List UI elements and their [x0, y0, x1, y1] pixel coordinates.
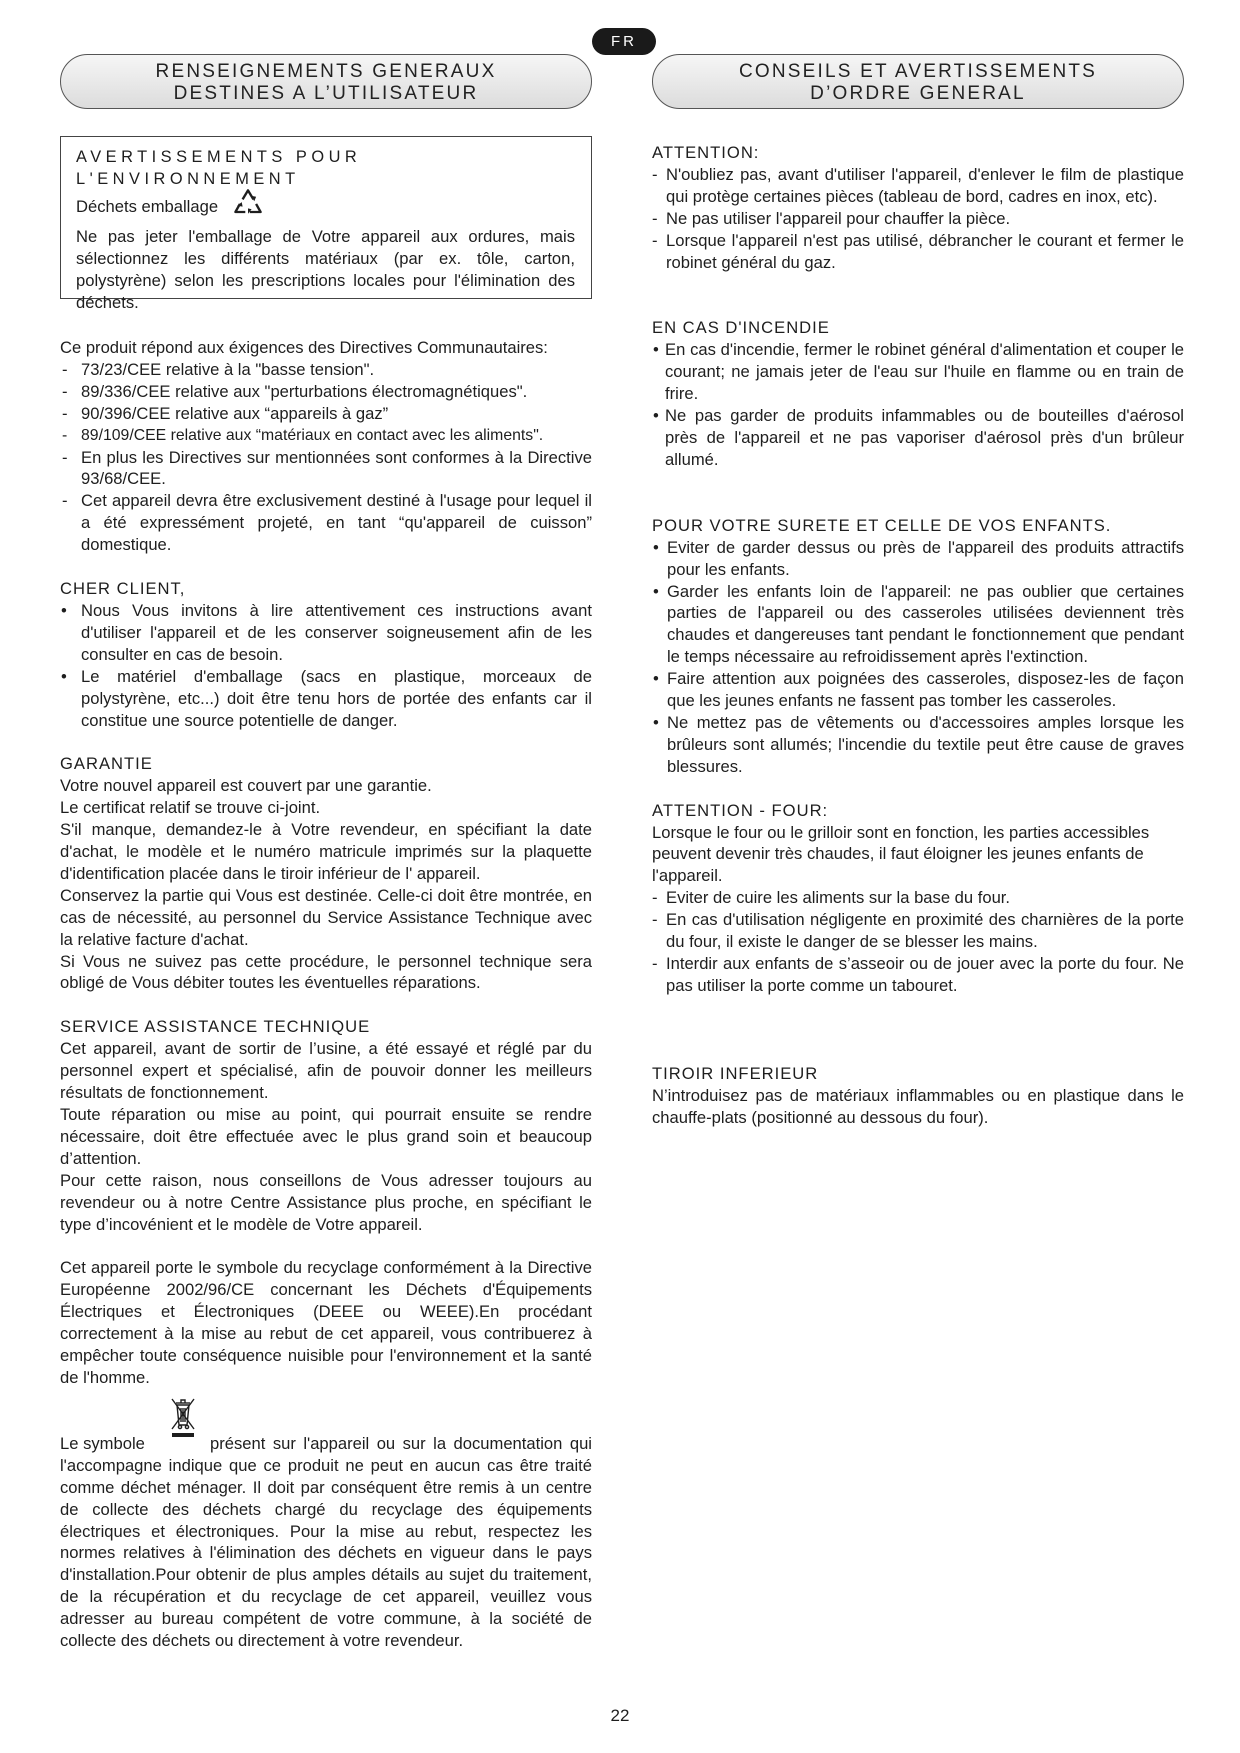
list-item: - 73/23/CEE relative à la "basse tension". [60, 359, 592, 381]
oven-intro: Lorsque le four ou le grilloir sont en fonction, les parties accessibles peuvent devenir très chaudes, il faut éloigner les jeunes enfants de l'appareil. [652, 822, 1150, 886]
list-item: • Garder les enfants loin de l'appareil: ne pas oublier que certaines parties de l'appareil ou des casseroles utilisées deviennent très chaudes et dangereuses tant pendant le fonctionnement que pendant le temps nécessaire au refroidissement après l'extinction. [652, 581, 1184, 669]
crossed-bin-icon [168, 1395, 198, 1439]
list-item: - En plus les Directives sur mentionnées sont conformes à la Directive 93/68/CEE. [60, 447, 592, 491]
directives-list [60, 359, 592, 556]
list-item: - Lorsque l'appareil n'est pas utilisé, débrancher le courant et fermer le robinet général du gaz. [652, 230, 1184, 274]
oven-list [652, 887, 1184, 997]
warranty-title: GARANTIE [60, 754, 153, 774]
language-badge: FR [592, 28, 656, 55]
environment-text: Ne pas jeter l'emballage de Votre appareil aux ordures, mais sélectionnez les différents matériaux (par ex. tôle, carton, polystyrène) selon les prescriptions locales pour l'élimination des déchets. [76, 227, 575, 312]
list-item: • En cas d'incendie, fermer le robinet général d'alimentation et couper le courant; ne jamais jeter de l'eau sur l'huile en flamme ou en train de frire. [652, 339, 1184, 405]
list-item: - Cet appareil devra être exclusivement destiné à l'usage pour lequel il a été expressément projeté, en tant “qu'appareil de cuisson” domestique. [60, 490, 592, 556]
header-line: D’ORDRE GENERAL [810, 83, 1026, 104]
left-column [60, 136, 592, 1652]
warranty-line: S'il manque, demandez-le à Votre revendeur, en spécifiant la date d'achat, le modèle et le numéro matricule imprimés sur la plaquette d'identification placée dans le tiroir inférieur de l' appareil. [60, 820, 592, 883]
attention-list [652, 164, 1184, 274]
service-title: SERVICE ASSISTANCE TECHNIQUE [60, 1017, 371, 1037]
warranty-line: Conservez la partie qui Vous est destinée. Celle-ci doit être montrée, en cas de nécessité, au personnel du Service Assistance Technique avec la relative facture d'achat. [60, 885, 592, 949]
symbol-label: Le symbole [60, 1433, 145, 1453]
list-item: • Eviter de garder dessus ou près de l'appareil des produits attractifs pour les enfants. [652, 537, 1184, 581]
warranty-line: Le certificat relatif se trouve ci-joint. [60, 798, 321, 818]
recycle-icon [230, 186, 266, 220]
list-item: - Ne pas utiliser l'appareil pour chauffer la pièce. [652, 208, 1184, 230]
warranty-line: Si Vous ne suivez pas cette procédure, le personnel technique sera obligé de Vous débiter toutes les éventuelles réparations. [60, 951, 592, 993]
attention-title: ATTENTION: [652, 143, 760, 162]
section-header-general-advice [652, 54, 1184, 109]
client-list [60, 600, 592, 731]
right-column [652, 142, 1184, 1129]
fire-title: EN CAS D'INCENDIE [652, 318, 830, 338]
child-safety-title: POUR VOTRE SURETE ET CELLE DE VOS ENFANTS. [652, 515, 1112, 535]
page-number: 22 [610, 1706, 630, 1725]
list-item: - 89/336/CEE relative aux "perturbations électromagnétiques". [60, 381, 592, 403]
fire-list [652, 339, 1184, 470]
packaging-waste-row [76, 194, 575, 220]
client-title: CHER CLIENT, [60, 579, 186, 599]
warranty-line: Votre nouvel appareil est couvert par une garantie. [60, 776, 432, 796]
list-item: - 89/109/CEE relative aux “matériaux en contact avec les aliments". [60, 425, 592, 447]
oven-title: ATTENTION - FOUR: [652, 800, 829, 820]
list-item: - N'oubliez pas, avant d'utiliser l'appareil, d'enlever le film de plastique qui protège certaines pièces (tableau de bord, cadres en inox, etc). [652, 164, 1184, 208]
environment-warning-box [60, 136, 592, 312]
service-paragraph: Pour cette raison, nous conseillons de Vous adresser toujours au revendeur ou à notre Centre Assistance plus proche, en spécifiant le type d’incovénient et le modèle de Votre appareil. [60, 1170, 592, 1234]
service-paragraph: Toute réparation ou mise au point, qui pourrait ensuite se rendre nécessaire, doit être effectuée avec le plus grand soin et beaucoup d’attention. [60, 1105, 592, 1168]
bottom-drawer-title: TIROIR INFERIEUR [652, 1063, 819, 1083]
list-item: • Le matériel d'emballage (sacs en plastique, morceaux de polystyrène, etc...) doit être tenu hors de portée des enfants car il constitue une source potentielle de danger. [60, 666, 592, 732]
service-paragraph: Cet appareil, avant de sortir de l’usine, a été essayé et réglé par du personnel expert et spécialisé, afin de pouvoir donner les meilleurs résultats de fonctionnement. [60, 1039, 592, 1103]
directives-intro: Ce produit répond aux éxigences des Directives Communautaires: [60, 338, 548, 357]
list-item: - Eviter de cuire les aliments sur la base du four. [652, 887, 1184, 909]
list-item: • Ne mettez pas de vêtements ou d'accessoires amples lorsque les brûleurs sont allumés; l'incendie du textile peut être cause de graves blessures. [652, 712, 1184, 778]
header-line: CONSEILS ET AVERTISSEMENTS [738, 61, 1098, 82]
list-item: • Faire attention aux poignées des casseroles, disposez-les de façon que les jeunes enfants ne fassent pas tomber les casseroles. [652, 668, 1184, 712]
packaging-waste-label: Déchets emballage [76, 197, 219, 216]
header-line: DESTINES A L’UTILISATEUR [173, 83, 479, 104]
list-item: - 90/396/CEE relative aux “appareils à gaz” [60, 403, 592, 425]
bottom-drawer-text: N’introduisez pas de matériaux inflammables ou en plastique dans le chauffe-plats (positionné au dessous du four). [652, 1085, 1184, 1127]
list-item: - Interdir aux enfants de s’asseoir ou de jouer avec la porte du four. Ne pas utiliser la porte comme un tabouret. [652, 953, 1184, 997]
environment-title: AVERTISSEMENTS POUR L'ENVIRONNEMENT [76, 148, 362, 188]
weee-symbol-text: présent sur l'appareil ou sur la documentation qui l'accompagne indique que ce produit ne peut en aucun cas être traité comme déchet ménager. Il doit par conséquent être remis à un centre de collecte des déchets chargé du recyclage des équipements électriques et électroniques. Pour la mise au rebut, respectez les normes relatives à l'élimination des déchets en vigueur dans le pays d'installation.Pour obtenir de plus amples détails au sujet du traitement, de la récupération et du recyclage de cet appareil, veuillez vous adresser au bureau compétent de votre commune, à la société de collecte des déchets ou directement à votre revendeur. [60, 1433, 592, 1651]
list-item: - En cas d'utilisation négligente en proximité des charnières de la porte du four, il existe le danger de se blesser les mains. [652, 909, 1184, 953]
weee-paragraph: Cet appareil porte le symbole du recyclage conformément à la Directive Européenne 2002/96/CE concernant les Déchets d'Équipements Électriques et Électroniques (DEEE ou WEEE).En procédant correctement à la mise au rebut de cet appareil, vous contribuerez à empêcher toute conséquence nuisible pour l'environnement et la santé de l'homme. [60, 1258, 592, 1387]
child-safety-list [652, 537, 1184, 778]
weee-symbol-paragraph [60, 1433, 592, 1652]
header-line: RENSEIGNEMENTS GENERAUX [155, 61, 497, 82]
section-header-general-info [60, 54, 592, 109]
list-item: • Nous Vous invitons à lire attentivement ces instructions avant d'utiliser l'appareil et de les conserver soigneusement afin de les consulter en cas de besoin. [60, 600, 592, 666]
list-item: • Ne pas garder de produits infammables ou de bouteilles d'aérosol près de l'appareil et ne pas vaporiser d'aérosol près d'un brûleur allumé. [652, 405, 1184, 471]
